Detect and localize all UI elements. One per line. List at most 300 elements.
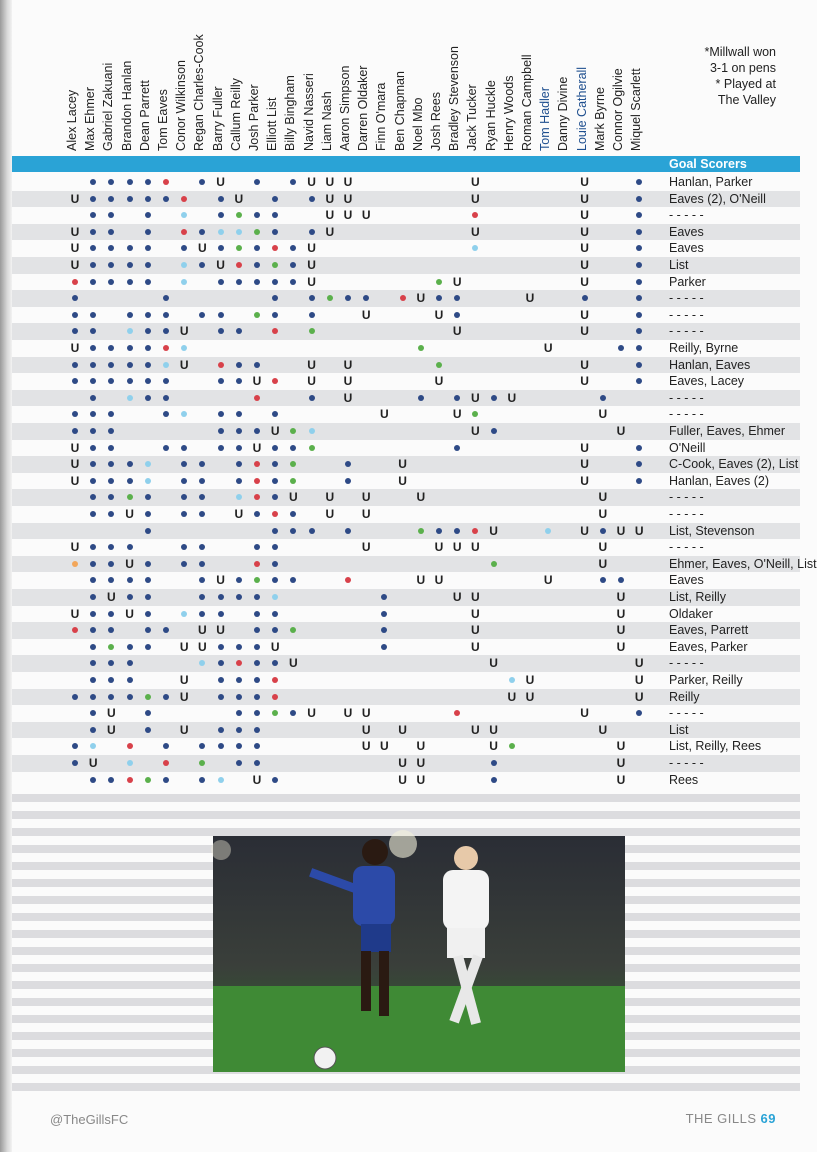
goal-scorers-cell: - - - - -	[669, 540, 704, 555]
stripe	[12, 1083, 800, 1091]
player-name-column	[412, 11, 430, 151]
unused-sub-mark	[576, 257, 594, 274]
appearance-dot-mark	[272, 478, 278, 484]
appearance-dot-mark	[90, 627, 96, 633]
appearance-dot	[66, 323, 84, 340]
unused-sub-mark	[521, 672, 539, 689]
appearance-dot	[175, 456, 193, 473]
appearance-dot-mark	[236, 760, 242, 766]
goal-scorers-cell: Rees	[669, 772, 699, 787]
appearance-dot	[612, 572, 630, 589]
unused-sub-mark	[612, 622, 630, 639]
appearance-dot-mark	[254, 627, 260, 633]
unused-sub-letter: U	[179, 722, 189, 737]
unused-sub-mark	[576, 456, 594, 473]
match-row	[12, 390, 800, 407]
player-name: Noel Mbo	[410, 97, 425, 151]
appearance-dot	[248, 556, 266, 573]
appearance-dot-mark	[272, 262, 278, 268]
unused-sub-mark	[466, 606, 484, 623]
appearance-dot	[193, 589, 211, 606]
appearance-dot	[266, 589, 284, 606]
appearance-dot-mark	[127, 245, 133, 251]
match-row	[12, 738, 800, 755]
appearance-dot	[102, 207, 120, 224]
appearance-dot-mark	[181, 212, 187, 218]
appearance-dot-mark	[636, 328, 642, 334]
unused-sub-letter: U	[325, 208, 335, 223]
appearance-dot	[394, 290, 412, 307]
appearance-dot-mark	[90, 411, 96, 417]
appearance-dot-mark	[290, 511, 296, 517]
unused-sub-mark	[303, 274, 321, 291]
appearance-dot-mark	[254, 245, 260, 251]
appearance-dot	[102, 539, 120, 556]
unused-sub-mark	[230, 506, 248, 523]
appearance-dot	[466, 523, 484, 540]
appearance-dot-mark	[108, 378, 114, 384]
appearance-dot-mark	[72, 295, 78, 301]
appearance-dot	[102, 224, 120, 241]
appearance-dot	[139, 572, 157, 589]
unused-sub-mark	[521, 290, 539, 307]
player-name: Barry Fuller	[210, 86, 225, 151]
appearance-dot-mark	[199, 312, 205, 318]
player-name-column	[102, 11, 120, 151]
appearance-dot-mark	[290, 478, 296, 484]
unused-sub-letter: U	[398, 772, 407, 787]
unused-sub-mark	[230, 191, 248, 208]
unused-sub-letter: U	[252, 440, 262, 455]
unused-sub-mark	[66, 539, 84, 556]
unused-sub-letter: U	[398, 457, 407, 472]
appearance-dot-mark	[236, 710, 242, 716]
appearance-dot	[212, 772, 230, 789]
unused-sub-mark	[576, 191, 594, 208]
appearance-dot	[84, 606, 102, 623]
match-row	[12, 191, 800, 208]
appearance-dot	[284, 572, 302, 589]
appearance-dot	[121, 274, 139, 291]
unused-sub-letter: U	[216, 623, 225, 638]
unused-sub-mark	[576, 473, 594, 490]
appearance-dot-mark	[90, 279, 96, 285]
player-name: Louie Catherall	[574, 66, 589, 151]
appearance-dot-mark	[454, 445, 460, 451]
unused-sub-mark	[175, 672, 193, 689]
appearance-dot	[102, 257, 120, 274]
unused-sub-letter: U	[179, 357, 189, 372]
appearance-dot	[121, 373, 139, 390]
appearance-dot-mark	[236, 212, 242, 218]
unused-sub-letter: U	[580, 241, 589, 256]
appearance-dot	[212, 274, 230, 291]
appearance-dot	[448, 307, 466, 324]
unused-sub-letter: U	[179, 324, 189, 339]
unused-sub-mark	[394, 722, 412, 739]
appearance-dot	[266, 489, 284, 506]
appearance-dot-mark	[636, 262, 642, 268]
appearance-dot	[157, 174, 175, 191]
goal-scorers-cell: Eaves, Parrett	[669, 623, 749, 638]
appearance-dot-mark	[272, 594, 278, 600]
appearance-dot-mark	[345, 461, 351, 467]
appearance-dot-mark	[218, 312, 224, 318]
unused-sub-letter: U	[361, 490, 371, 505]
unused-sub-letter: U	[325, 490, 335, 505]
appearance-dot	[193, 257, 211, 274]
unused-sub-letter: U	[598, 556, 608, 571]
unused-sub-mark	[576, 523, 594, 540]
appearance-dot	[84, 589, 102, 606]
player-name-column	[212, 11, 230, 151]
appearance-dot-mark	[636, 245, 642, 251]
appearance-dot-mark	[108, 677, 114, 683]
appearance-dot	[66, 307, 84, 324]
appearance-dot-mark	[236, 378, 242, 384]
unused-sub-mark	[576, 224, 594, 241]
unused-sub-letter: U	[634, 673, 644, 687]
appearance-dot	[121, 340, 139, 357]
goal-scorers-cell: Ehmer, Eaves, O'Neill, List	[669, 556, 817, 571]
unused-sub-mark	[594, 406, 612, 423]
unused-sub-letter: U	[107, 590, 116, 604]
appearance-dot	[448, 290, 466, 307]
unused-sub-mark	[394, 755, 412, 772]
appearance-dot-mark	[90, 312, 96, 318]
appearance-dot-mark	[218, 328, 224, 334]
unused-sub-letter: U	[580, 457, 589, 472]
appearance-dot	[266, 274, 284, 291]
unused-sub-mark	[303, 174, 321, 191]
appearance-dot-mark	[254, 212, 260, 218]
appearance-dot	[157, 340, 175, 357]
unused-sub-letter: U	[616, 590, 626, 604]
unused-sub-mark	[339, 207, 357, 224]
appearance-dot-mark	[72, 279, 78, 285]
appearance-dot-mark	[145, 196, 151, 202]
appearance-dot	[139, 473, 157, 490]
appearance-dot	[157, 689, 175, 706]
appearance-dot	[139, 224, 157, 241]
appearance-dot	[84, 340, 102, 357]
appearance-dot-mark	[108, 445, 114, 451]
appearance-dot	[212, 224, 230, 241]
unused-sub-letter: U	[471, 623, 480, 638]
unused-sub-mark	[102, 705, 120, 722]
appearance-dot	[230, 240, 248, 257]
match-row	[12, 606, 800, 623]
appearance-dot	[284, 257, 302, 274]
appearance-dot	[266, 539, 284, 556]
appearance-dot-mark	[618, 345, 624, 351]
appearance-dot-mark	[600, 577, 606, 583]
unused-sub-mark	[102, 722, 120, 739]
unused-sub-letter: U	[107, 722, 116, 737]
appearance-dot	[630, 340, 648, 357]
goal-scorers-cell: Eaves, Parker	[669, 639, 748, 654]
unused-sub-letter: U	[70, 473, 80, 488]
unused-sub-letter: U	[234, 507, 244, 521]
appearance-dot-mark	[236, 677, 242, 683]
match-row	[12, 456, 800, 473]
appearance-dot-mark	[108, 644, 114, 650]
appearance-dot-mark	[636, 212, 642, 218]
appearance-dot-mark	[218, 245, 224, 251]
unused-sub-letter: U	[70, 540, 80, 555]
appearance-dot-mark	[254, 362, 260, 368]
appearance-dot-mark	[90, 395, 96, 401]
match-row	[12, 224, 800, 241]
appearance-dot	[466, 240, 484, 257]
appearance-dot-mark	[199, 461, 205, 467]
appearance-dot-mark	[163, 328, 169, 334]
appearance-dot-mark	[418, 345, 424, 351]
appearance-dot-mark	[90, 461, 96, 467]
goal-scorers-cell: Parker	[669, 274, 706, 289]
appearance-dot-mark	[108, 777, 114, 783]
appearance-dot	[230, 423, 248, 440]
unused-sub-letter: U	[616, 639, 626, 654]
appearance-dot	[212, 323, 230, 340]
appearance-dot	[212, 440, 230, 457]
appearance-dot-mark	[272, 694, 278, 700]
appearance-dot-mark	[145, 212, 151, 218]
appearance-dot	[503, 738, 521, 755]
unused-sub-mark	[576, 357, 594, 374]
appearance-dot-mark	[108, 229, 114, 235]
unused-sub-letter: U	[289, 490, 298, 505]
appearance-dot-mark	[236, 478, 242, 484]
appearance-dot	[175, 274, 193, 291]
unused-sub-letter: U	[507, 689, 517, 704]
appearance-dot	[102, 274, 120, 291]
appearance-dot-mark	[254, 279, 260, 285]
appearance-dot	[84, 423, 102, 440]
appearance-dot-mark	[636, 345, 642, 351]
appearance-dot-mark	[218, 743, 224, 749]
unused-sub-letter: U	[416, 291, 426, 306]
unused-sub-mark	[466, 639, 484, 656]
appearance-dot	[139, 357, 157, 374]
appearance-dot-mark	[272, 627, 278, 633]
unused-sub-mark	[212, 572, 230, 589]
player-name: Miquel Scarlett	[629, 68, 644, 151]
appearance-dot	[630, 357, 648, 374]
appearance-dot-mark	[108, 611, 114, 617]
appearance-dot	[630, 274, 648, 291]
appearance-dot-mark	[127, 179, 133, 185]
appearance-dot-mark	[272, 229, 278, 235]
appearance-dot-mark	[127, 594, 133, 600]
appearance-dot	[212, 406, 230, 423]
unused-sub-letter: U	[525, 689, 535, 704]
appearance-dot	[230, 257, 248, 274]
appearance-dot	[266, 406, 284, 423]
appearance-dot	[485, 772, 503, 789]
appearance-dot	[84, 689, 102, 706]
match-row	[12, 174, 800, 191]
unused-sub-mark	[630, 655, 648, 672]
appearance-dot	[230, 755, 248, 772]
appearance-dot	[485, 556, 503, 573]
appearance-dot	[121, 639, 139, 656]
unused-sub-mark	[66, 473, 84, 490]
appearance-dot-mark	[254, 494, 260, 500]
appearance-dot-mark	[290, 179, 296, 185]
appearance-dot	[212, 240, 230, 257]
appearance-dot-mark	[491, 395, 497, 401]
appearance-dot	[175, 489, 193, 506]
appearance-dot-mark	[272, 245, 278, 251]
appearance-dot-mark	[127, 694, 133, 700]
appearance-dot-mark	[327, 295, 333, 301]
appearance-dot	[230, 689, 248, 706]
player-name: Tom Eaves	[156, 89, 170, 151]
appearance-dot	[266, 224, 284, 241]
unused-sub-letter: U	[452, 407, 462, 422]
unused-sub-mark	[612, 589, 630, 606]
appearance-dot-mark	[363, 295, 369, 301]
appearance-dot	[412, 340, 430, 357]
appearance-dot	[630, 473, 648, 490]
goal-scorers-cell: - - - - -	[669, 324, 704, 339]
appearance-dot	[485, 423, 503, 440]
appearance-dot	[284, 473, 302, 490]
goal-scorers-cell: - - - - -	[669, 208, 704, 223]
unused-sub-letter: U	[179, 689, 189, 704]
appearance-dot-mark	[309, 395, 315, 401]
appearance-dot	[212, 589, 230, 606]
unused-sub-mark	[284, 655, 302, 672]
appearance-dot-mark	[163, 743, 169, 749]
appearance-dot-mark	[145, 345, 151, 351]
goal-scorers-cell: - - - - -	[669, 291, 704, 306]
appearance-dot-mark	[381, 594, 387, 600]
appearance-dot	[66, 290, 84, 307]
unused-sub-mark	[576, 174, 594, 191]
appearance-dot-mark	[290, 445, 296, 451]
unused-sub-letter: U	[125, 556, 134, 571]
appearance-dot-mark	[108, 262, 114, 268]
appearance-dot-mark	[236, 328, 242, 334]
appearance-dot-mark	[218, 611, 224, 617]
appearance-dot	[84, 456, 102, 473]
appearance-dot	[139, 722, 157, 739]
appearance-dot	[84, 572, 102, 589]
unused-sub-mark	[503, 689, 521, 706]
appearance-dot-mark	[636, 295, 642, 301]
appearance-dot-mark	[236, 577, 242, 583]
unused-sub-letter: U	[507, 390, 517, 405]
match-row	[12, 340, 800, 357]
appearance-dot	[121, 738, 139, 755]
goal-scorers-cell: List	[669, 258, 689, 272]
appearance-dot	[466, 406, 484, 423]
appearance-dot-mark	[108, 411, 114, 417]
appearance-dot-mark	[145, 594, 151, 600]
appearance-dot-mark	[218, 279, 224, 285]
appearance-dot	[121, 655, 139, 672]
appearance-dot	[84, 473, 102, 490]
appearance-dot	[139, 506, 157, 523]
appearance-dot	[84, 224, 102, 241]
unused-sub-mark	[321, 224, 339, 241]
appearance-dot	[248, 506, 266, 523]
appearance-dot-mark	[272, 279, 278, 285]
player-name: Max Ehmer	[83, 87, 98, 151]
unused-sub-mark	[485, 655, 503, 672]
unused-sub-mark	[466, 390, 484, 407]
appearance-dot	[157, 755, 175, 772]
appearance-dot-mark	[90, 777, 96, 783]
unused-sub-letter: U	[580, 374, 589, 389]
stripe	[12, 794, 800, 802]
appearance-dot	[121, 572, 139, 589]
unused-sub-mark	[193, 622, 211, 639]
appearance-dot-mark	[472, 212, 478, 218]
appearance-dot-mark	[290, 428, 296, 434]
goal-scorers-cell: - - - - -	[669, 507, 704, 521]
unused-sub-letter: U	[580, 191, 589, 206]
appearance-dot	[66, 755, 84, 772]
unused-sub-letter: U	[216, 573, 225, 588]
unused-sub-letter: U	[398, 473, 407, 488]
appearance-dot-mark	[254, 395, 260, 401]
goal-scorers-cell: Oldaker	[669, 606, 713, 621]
appearance-dot	[102, 473, 120, 490]
appearance-dot-mark	[636, 710, 642, 716]
appearance-dot	[157, 290, 175, 307]
appearance-dot	[102, 772, 120, 789]
appearance-dot	[84, 722, 102, 739]
appearance-dot-mark	[145, 644, 151, 650]
appearance-dot-mark	[181, 494, 187, 500]
match-row	[12, 506, 800, 523]
unused-sub-letter: U	[525, 291, 535, 306]
appearance-dot-mark	[145, 312, 151, 318]
appearance-dot	[84, 174, 102, 191]
unused-sub-mark	[66, 240, 84, 257]
appearance-dot	[266, 440, 284, 457]
appearance-dot	[157, 390, 175, 407]
player-name: Gabriel Zakuani	[101, 62, 116, 151]
appearance-dot-mark	[199, 511, 205, 517]
unused-sub-mark	[466, 191, 484, 208]
appearance-dot	[630, 705, 648, 722]
appearance-dot	[612, 340, 630, 357]
appearance-dot	[230, 572, 248, 589]
appearance-dot-mark	[163, 196, 169, 202]
goal-scorers-cell: O'Neill	[669, 440, 706, 455]
goal-scorers-cell: - - - - -	[669, 656, 704, 671]
player-name-column	[266, 11, 284, 151]
unused-sub-letter: U	[616, 772, 626, 787]
appearance-dot	[84, 257, 102, 274]
unused-sub-letter: U	[252, 374, 262, 389]
appearance-dot-mark	[381, 611, 387, 617]
appearance-dot-mark	[254, 743, 260, 749]
appearance-dot-mark	[181, 345, 187, 351]
appearance-dot	[212, 307, 230, 324]
unused-sub-letter: U	[307, 274, 316, 289]
appearance-dot-mark	[272, 461, 278, 467]
appearance-dot	[230, 456, 248, 473]
appearance-dot-mark	[145, 727, 151, 733]
appearance-dot-mark	[381, 627, 387, 633]
appearance-dot	[102, 240, 120, 257]
appearance-dot	[630, 440, 648, 457]
